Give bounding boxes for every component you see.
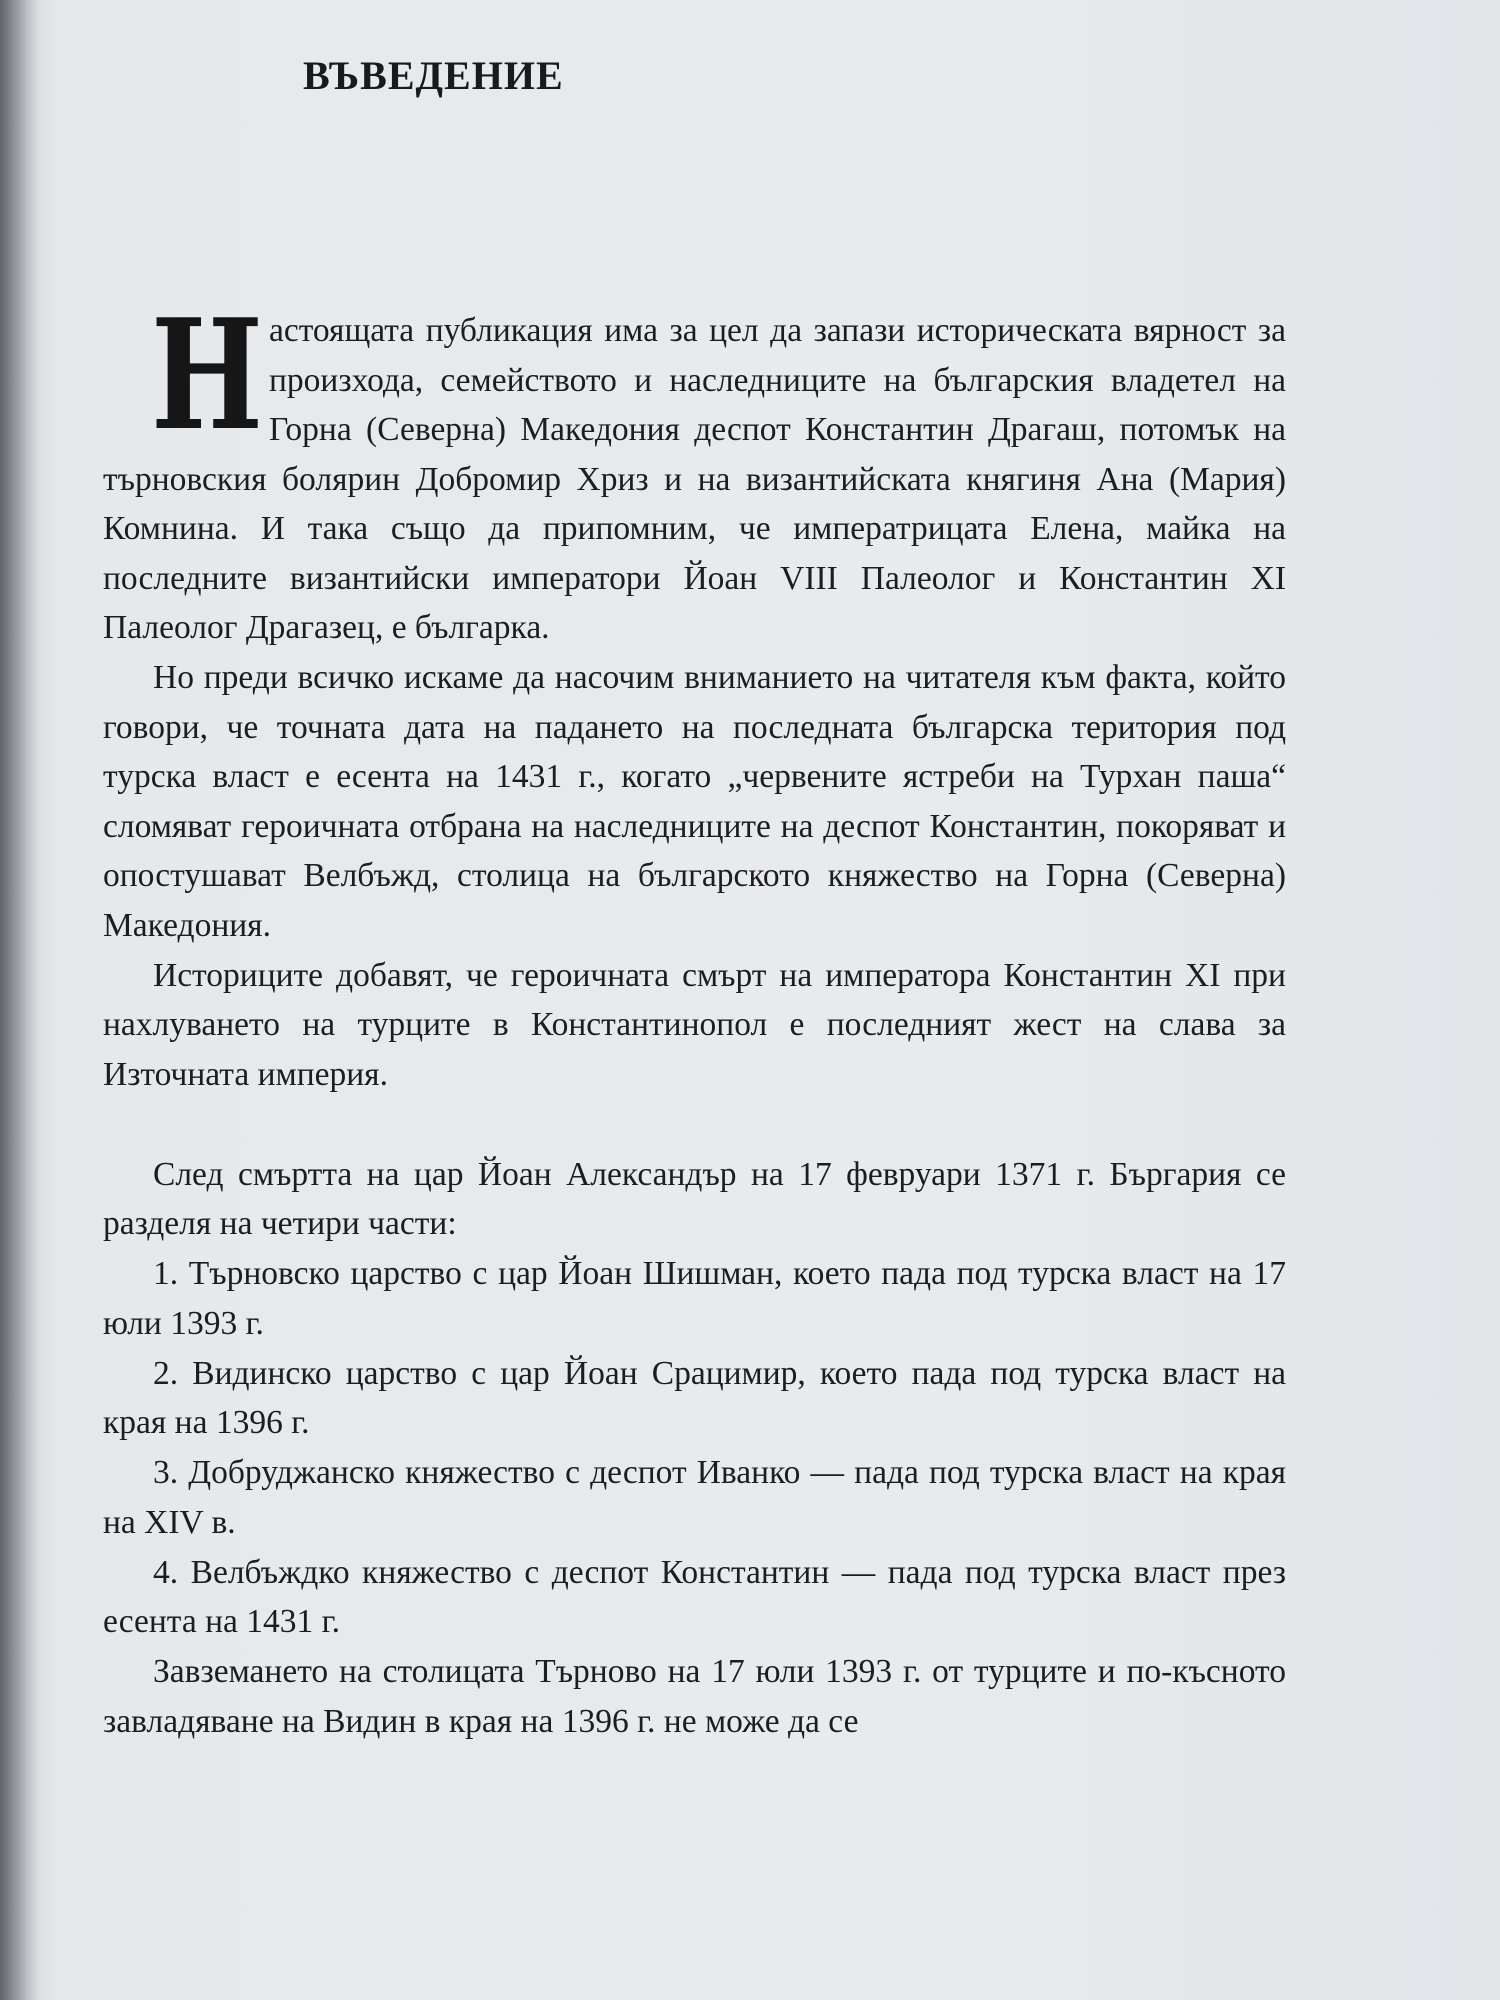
intro-text: астоящата публикация има за цел да запази историческата вярност за произхода, семейството и наследниците на българския владетел на Горна (Северна) Македония деспот Константин Драгаш, потомък на търновския болярин Добромир Хриз и на византийската княгиня Ана (Мария) Комнина. И така също да припомним, че императрицата Елена, майка на последните византийски императори Йоан VIII Палеолог и Константин XI Палеолог Драгазец, е българка. <box>103 312 1286 646</box>
page-gutter-shadow <box>0 0 40 2000</box>
drop-cap: Н <box>151 285 264 464</box>
intro-paragraph <box>103 285 1286 653</box>
paragraph: Историците добавят, че героичната смърт на императора Константин XI при нахлуването на турците в Константинопол е последният жест на слава за Източната империя. <box>103 956 1286 1093</box>
list-item: 4. Велбъждко княжество с деспот Константин — пада под турска власт през есента на 1431 г. <box>103 1553 1286 1640</box>
page-heading: ВЪВЕДЕНИЕ <box>303 53 564 98</box>
section-gap <box>103 1100 1286 1150</box>
paragraph: След смъртта на цар Йоан Александър на 17 февруари 1371 г. Бъргария се разделя на четири части: <box>103 1155 1286 1242</box>
paragraph: Но преди всичко искаме да насочим вниманието на читателя към факта, който говори, че точната дата на падането на последната българска територия под турска власт е есента на 1431 г., когато „червените ястреби на Турхан паша“ сломяват героичната отбрана на наследниците на деспот Константин, покоряват и опостушават Велбъжд, столица на българското княжество на Горна (Северна) Македония. <box>103 659 1286 944</box>
list-item: 3. Добруджанско княжество с деспот Иванко — пада под турска власт на края на XIV в. <box>103 1454 1286 1541</box>
list-item: 1. Търновско царство с цар Йоан Шишман, което пада под турска власт на 17 юли 1393 г. <box>103 1255 1286 1342</box>
page-body <box>103 285 1286 1747</box>
list-item: 2. Видинско царство с цар Йоан Срацимир, което пада под турска власт на края на 1396 г. <box>103 1354 1286 1441</box>
paragraph: Завземането на столицата Търново на 17 юли 1393 г. от турците и по-късното завладяване на Видин в края на 1396 г. не може да се <box>103 1653 1286 1740</box>
